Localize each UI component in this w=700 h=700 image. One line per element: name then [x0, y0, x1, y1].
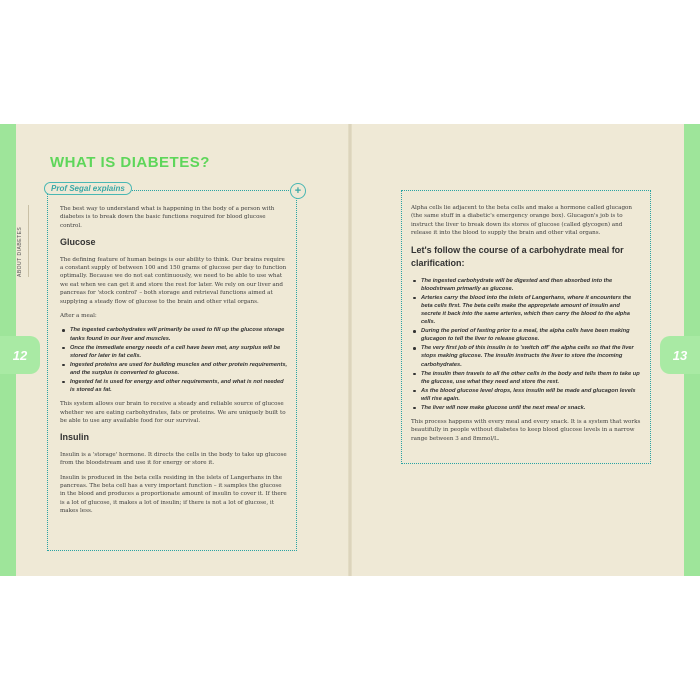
list-item: Ingested fat is used for energy and other requirements, and what is not needed is stored as fat. — [70, 378, 288, 394]
insulin-paragraph-1: Insulin is a 'storage' hormone. It directs the cells in the body to take up glucose from the bloodstream and use it for energy or store it. — [60, 451, 287, 467]
insulin-paragraph-2: Insulin is produced in the beta cells residing in the islets of Langerhans in the pancreas. The beta cell has a very important function – it samples the glucose in the blood and produces a proportionate amount of insulin to cover it. If there is a lot of glucose, it makes a lot of insulin; if there is not a lot of glucose, it makes less. — [60, 474, 287, 515]
list-item: The insulin then travels to all the other cells in the body and tells them to take up the glucose, use what they need and store the rest. — [421, 370, 640, 385]
list-item: Arteries carry the blood into the islets of Langerhans, where it encounters the beta cells first. The beta cells make the appropriate amount of insulin and secrete it back into the same arteries, which then carry the blood to the alpha cells. — [421, 294, 641, 326]
list-item: The ingested carbohydrate will be digested and then absorbed into the bloodstream primarily as glucose. — [421, 277, 641, 293]
system-paragraph: This system allows our brain to receive a steady and reliable source of glucose whether we are eating carbohydrates, fats or proteins. We are uniquely built to be able to use any available food for our survival. — [60, 401, 286, 424]
closing-paragraph: This process happens with every meal and every snack. It is a system that works beautifully in people without diabetes to keep blood glucose levels in a narrow range between 3 and 8mmol/L. — [411, 419, 641, 442]
carbohydrate-meal-heading: Let's follow the course of a carbohydrate meal for clarification: — [411, 244, 624, 269]
list-item: The liver will now make glucose until the next meal or snack. — [421, 404, 641, 412]
list-item: During the period of fasting prior to a meal, the alpha cells have been making glucagon to tell the liver to release glucose. — [421, 327, 641, 343]
list-item: The ingested carbohydrates will primarily be used to fill up the glucose storage tanks found in our liver and muscles. — [70, 326, 288, 342]
page-title: WHAT IS DIABETES? — [50, 154, 210, 171]
page-number-right: 13 — [660, 336, 700, 374]
glucose-heading: Glucose — [60, 237, 96, 248]
after-meal-label: After a meal: — [60, 313, 97, 320]
alpha-cells-paragraph: Alpha cells lie adjacent to the beta cells and make a hormone called glucagon (the same stuff in a diabetic's emergency orange box). Glucagon's job is to instruct the liver to break down its stores of glucose (called glycogen) and release it into the blood to supply the brain and other vital organs. — [411, 205, 633, 237]
plus-icon: + — [290, 183, 306, 199]
callout-label: Prof Segal explains — [44, 182, 132, 195]
intro-paragraph: The best way to understand what is happening in the body of a person with diabetes is to break down the basic functions required for blood glucose control. — [60, 206, 275, 229]
glucose-paragraph: The defining feature of human beings is our ability to think. Our brains require a constant supply of between 100 and 150 grams of glucose per day to function optimally. Because we do not eat continuously, we need to be able to use what we eat when we can get it and store the rest for later. We rely on our liver and pancreas for 'stock control' – both storage and retrieval functions aimed at supplying a steady flow of glucose to the brain and other vital organs. — [60, 256, 287, 305]
page-number-left: 12 — [0, 336, 40, 374]
book-spine — [348, 124, 352, 576]
list-item: Ingested proteins are used for building muscles and other protein requirements, and the surplus is converted to glucose. — [70, 361, 288, 376]
left-content — [60, 205, 288, 522]
insulin-heading: Insulin — [60, 432, 89, 443]
list-item: The very first job of this insulin is to 'switch off' the alpha cells so that the liver stops making glucose. The insulin instructs the liver to store the incoming carbohydrates. — [421, 344, 641, 368]
section-tab: ABOUT DIABETES — [17, 205, 29, 277]
list-item: As the blood glucose level drops, less insulin will be made and glucagon levels will rise again. — [421, 387, 641, 403]
after-meal-list — [60, 326, 288, 394]
list-item: Once the immediate energy needs of a cell have been met, any surplus will be stored for later in fat cells. — [70, 344, 288, 360]
carbohydrate-meal-list — [411, 277, 641, 413]
right-content — [411, 204, 641, 449]
